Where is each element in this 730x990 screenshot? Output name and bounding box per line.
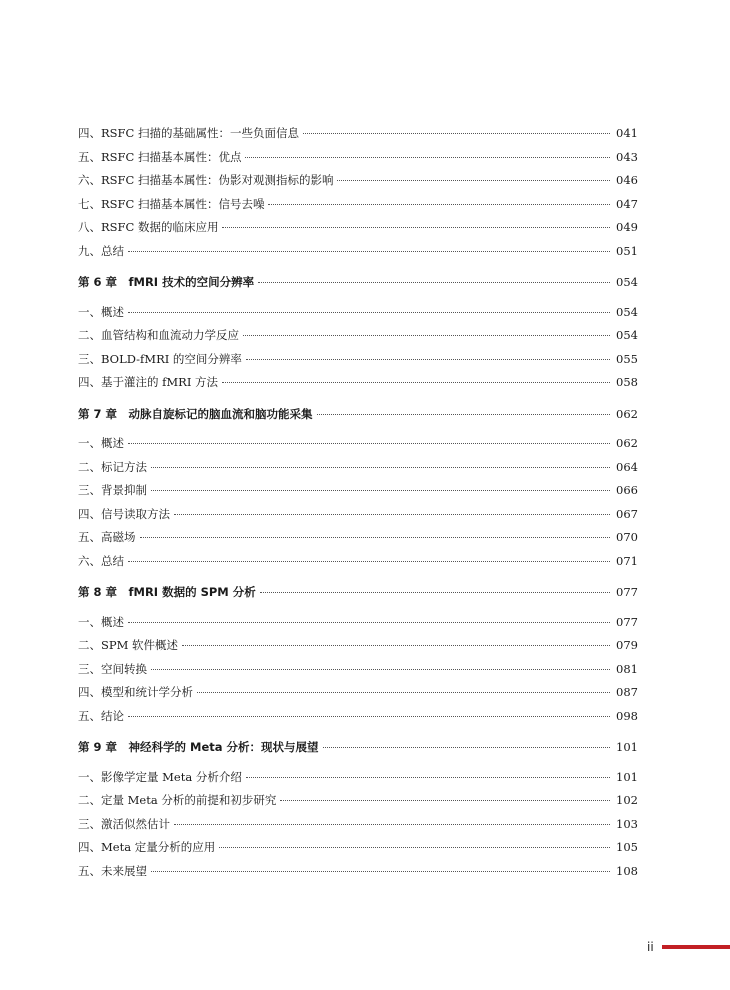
dot-leader	[258, 282, 610, 283]
toc-entry-row[interactable]	[78, 634, 638, 658]
entry-title: 二、SPM 软件概述	[78, 638, 179, 652]
toc-entry-row[interactable]	[78, 456, 638, 480]
toc-entry-row[interactable]	[78, 766, 638, 790]
dot-leader	[140, 537, 611, 538]
entry-title: 三、BOLD-fMRI 的空间分辨率	[78, 351, 242, 366]
dot-leader	[151, 467, 610, 468]
entry-title: 四、基于灌注的 fMRI 方法	[78, 375, 219, 389]
chapter-title: 第 6 章 fMRI 技术的空间分辨率	[78, 275, 255, 289]
dot-leader	[128, 716, 610, 717]
entry-title: 五、RSFC 扫描基本属性：优点	[78, 149, 242, 164]
toc-entry-row[interactable]	[78, 813, 638, 837]
page-ref: 103	[616, 816, 638, 831]
dot-leader	[128, 622, 610, 623]
entry-title: 三、激活似然估计	[78, 816, 170, 831]
toc-entry-row[interactable]	[78, 371, 638, 395]
entry-title: 七、RSFC 扫描基本属性：信号去噪	[78, 196, 265, 211]
page-ref: 054	[616, 328, 638, 342]
entry-title: 四、模型和统计学分析	[78, 685, 193, 699]
toc-entry-row[interactable]	[78, 503, 638, 527]
page-ref: 101	[616, 740, 638, 754]
page-ref: 070	[616, 530, 638, 544]
toc-entry-row[interactable]	[78, 789, 638, 813]
dot-leader	[128, 312, 610, 313]
entry-title: 四、信号读取方法	[78, 506, 170, 521]
page-ref: 062	[616, 406, 638, 421]
entry-title: 一、概述	[78, 614, 124, 629]
page-ref: 067	[616, 506, 638, 521]
entry-title: 二、血管结构和血流动力学反应	[78, 328, 239, 342]
chapter-title: 第 9 章 神经科学的 Meta 分析：现状与展望	[78, 740, 319, 754]
toc-entry-row[interactable]	[78, 479, 638, 503]
toc-entry-row[interactable]	[78, 193, 638, 217]
entry-title: 三、背景抑制	[78, 483, 147, 497]
toc-entry-row[interactable]	[78, 122, 638, 146]
dot-leader	[337, 180, 610, 181]
page-ref: 102	[616, 793, 638, 807]
dot-leader	[174, 824, 610, 825]
dot-leader	[151, 871, 610, 872]
page-ref: 079	[616, 638, 638, 652]
dot-leader	[303, 133, 610, 134]
entry-title: 二、定量 Meta 分析的前提和初步研究	[78, 793, 277, 807]
entry-title: 六、RSFC 扫描基本属性：伪影对观测指标的影响	[78, 173, 334, 187]
page-ref: 049	[616, 220, 638, 234]
dot-leader	[246, 777, 610, 778]
toc-entry-row[interactable]	[78, 836, 638, 860]
page-ref: 077	[616, 585, 638, 599]
page-ref: 101	[616, 769, 638, 784]
toc-chapter-row[interactable]	[78, 271, 638, 295]
toc-entry-row[interactable]	[78, 240, 638, 264]
toc-entry-row[interactable]	[78, 705, 638, 729]
toc-entry-row[interactable]	[78, 348, 638, 372]
dot-leader	[222, 227, 610, 228]
entry-title: 九、总结	[78, 243, 124, 258]
dot-leader	[280, 800, 610, 801]
entry-title: 五、结论	[78, 708, 124, 723]
page-number: ii	[647, 940, 654, 954]
toc-entry-row[interactable]	[78, 301, 638, 325]
dot-leader	[260, 592, 610, 593]
entry-title: 二、标记方法	[78, 459, 147, 474]
entry-title: 一、影像学定量 Meta 分析介绍	[78, 769, 242, 784]
page-ref: 071	[616, 553, 638, 568]
page-ref: 087	[616, 685, 638, 699]
entry-title: 六、总结	[78, 553, 124, 568]
toc-entry-row[interactable]	[78, 611, 638, 635]
page-ref: 051	[616, 243, 638, 258]
dot-leader	[219, 847, 610, 848]
page-ref: 077	[616, 614, 638, 629]
entry-title: 四、RSFC 扫描的基础属性：一些负面信息	[78, 126, 299, 140]
page-ref: 043	[616, 149, 638, 164]
entry-title: 八、RSFC 数据的临床应用	[78, 220, 219, 234]
entry-title: 五、未来展望	[78, 863, 147, 878]
page-ref: 108	[616, 863, 638, 878]
dot-leader	[246, 359, 610, 360]
entry-title: 一、概述	[78, 304, 124, 319]
page-ref: 041	[616, 126, 638, 140]
page-ref: 105	[616, 840, 638, 854]
page-ref: 054	[616, 275, 638, 289]
toc-entry-row[interactable]	[78, 146, 638, 170]
dot-leader	[151, 490, 610, 491]
table-of-contents	[78, 122, 638, 883]
page-ref: 064	[616, 459, 638, 474]
toc-entry-row[interactable]	[78, 216, 638, 240]
dot-leader	[197, 692, 610, 693]
accent-bar	[662, 945, 730, 949]
entry-title: 四、Meta 定量分析的应用	[78, 840, 216, 854]
page-ref: 066	[616, 483, 638, 497]
toc-chapter-row[interactable]	[78, 736, 638, 760]
dot-leader	[128, 443, 610, 444]
page-ref: 062	[616, 436, 638, 450]
dot-leader	[243, 335, 610, 336]
toc-entry-row[interactable]	[78, 526, 638, 550]
dot-leader	[174, 514, 610, 515]
chapter-title: 第 7 章 动脉自旋标记的脑血流和脑功能采集	[78, 406, 313, 421]
dot-leader	[323, 747, 610, 748]
page-ref: 055	[616, 351, 638, 366]
dot-leader	[222, 382, 610, 383]
entry-title: 一、概述	[78, 436, 124, 450]
dot-leader	[128, 251, 610, 252]
page-ref: 098	[616, 708, 638, 723]
page-ref: 046	[616, 173, 638, 187]
page-ref: 054	[616, 304, 638, 319]
toc-chapter-row[interactable]	[78, 581, 638, 605]
toc-entry-row[interactable]	[78, 324, 638, 348]
toc-chapter-row[interactable]	[78, 403, 638, 427]
dot-leader	[128, 561, 610, 562]
page-ref: 047	[616, 196, 638, 211]
entry-title: 三、空间转换	[78, 661, 147, 676]
dot-leader	[317, 414, 610, 415]
toc-entry-row[interactable]	[78, 681, 638, 705]
dot-leader	[268, 204, 610, 205]
toc-entry-row[interactable]	[78, 432, 638, 456]
dot-leader	[151, 669, 610, 670]
dot-leader	[182, 645, 610, 646]
toc-entry-row[interactable]	[78, 169, 638, 193]
page-ref: 081	[616, 661, 638, 676]
toc-entry-row[interactable]	[78, 860, 638, 884]
toc-entry-row[interactable]	[78, 658, 638, 682]
entry-title: 五、高磁场	[78, 530, 136, 544]
toc-entry-row[interactable]	[78, 550, 638, 574]
page-ref: 058	[616, 375, 638, 389]
dot-leader	[245, 157, 610, 158]
chapter-title: 第 8 章 fMRI 数据的 SPM 分析	[78, 585, 256, 599]
